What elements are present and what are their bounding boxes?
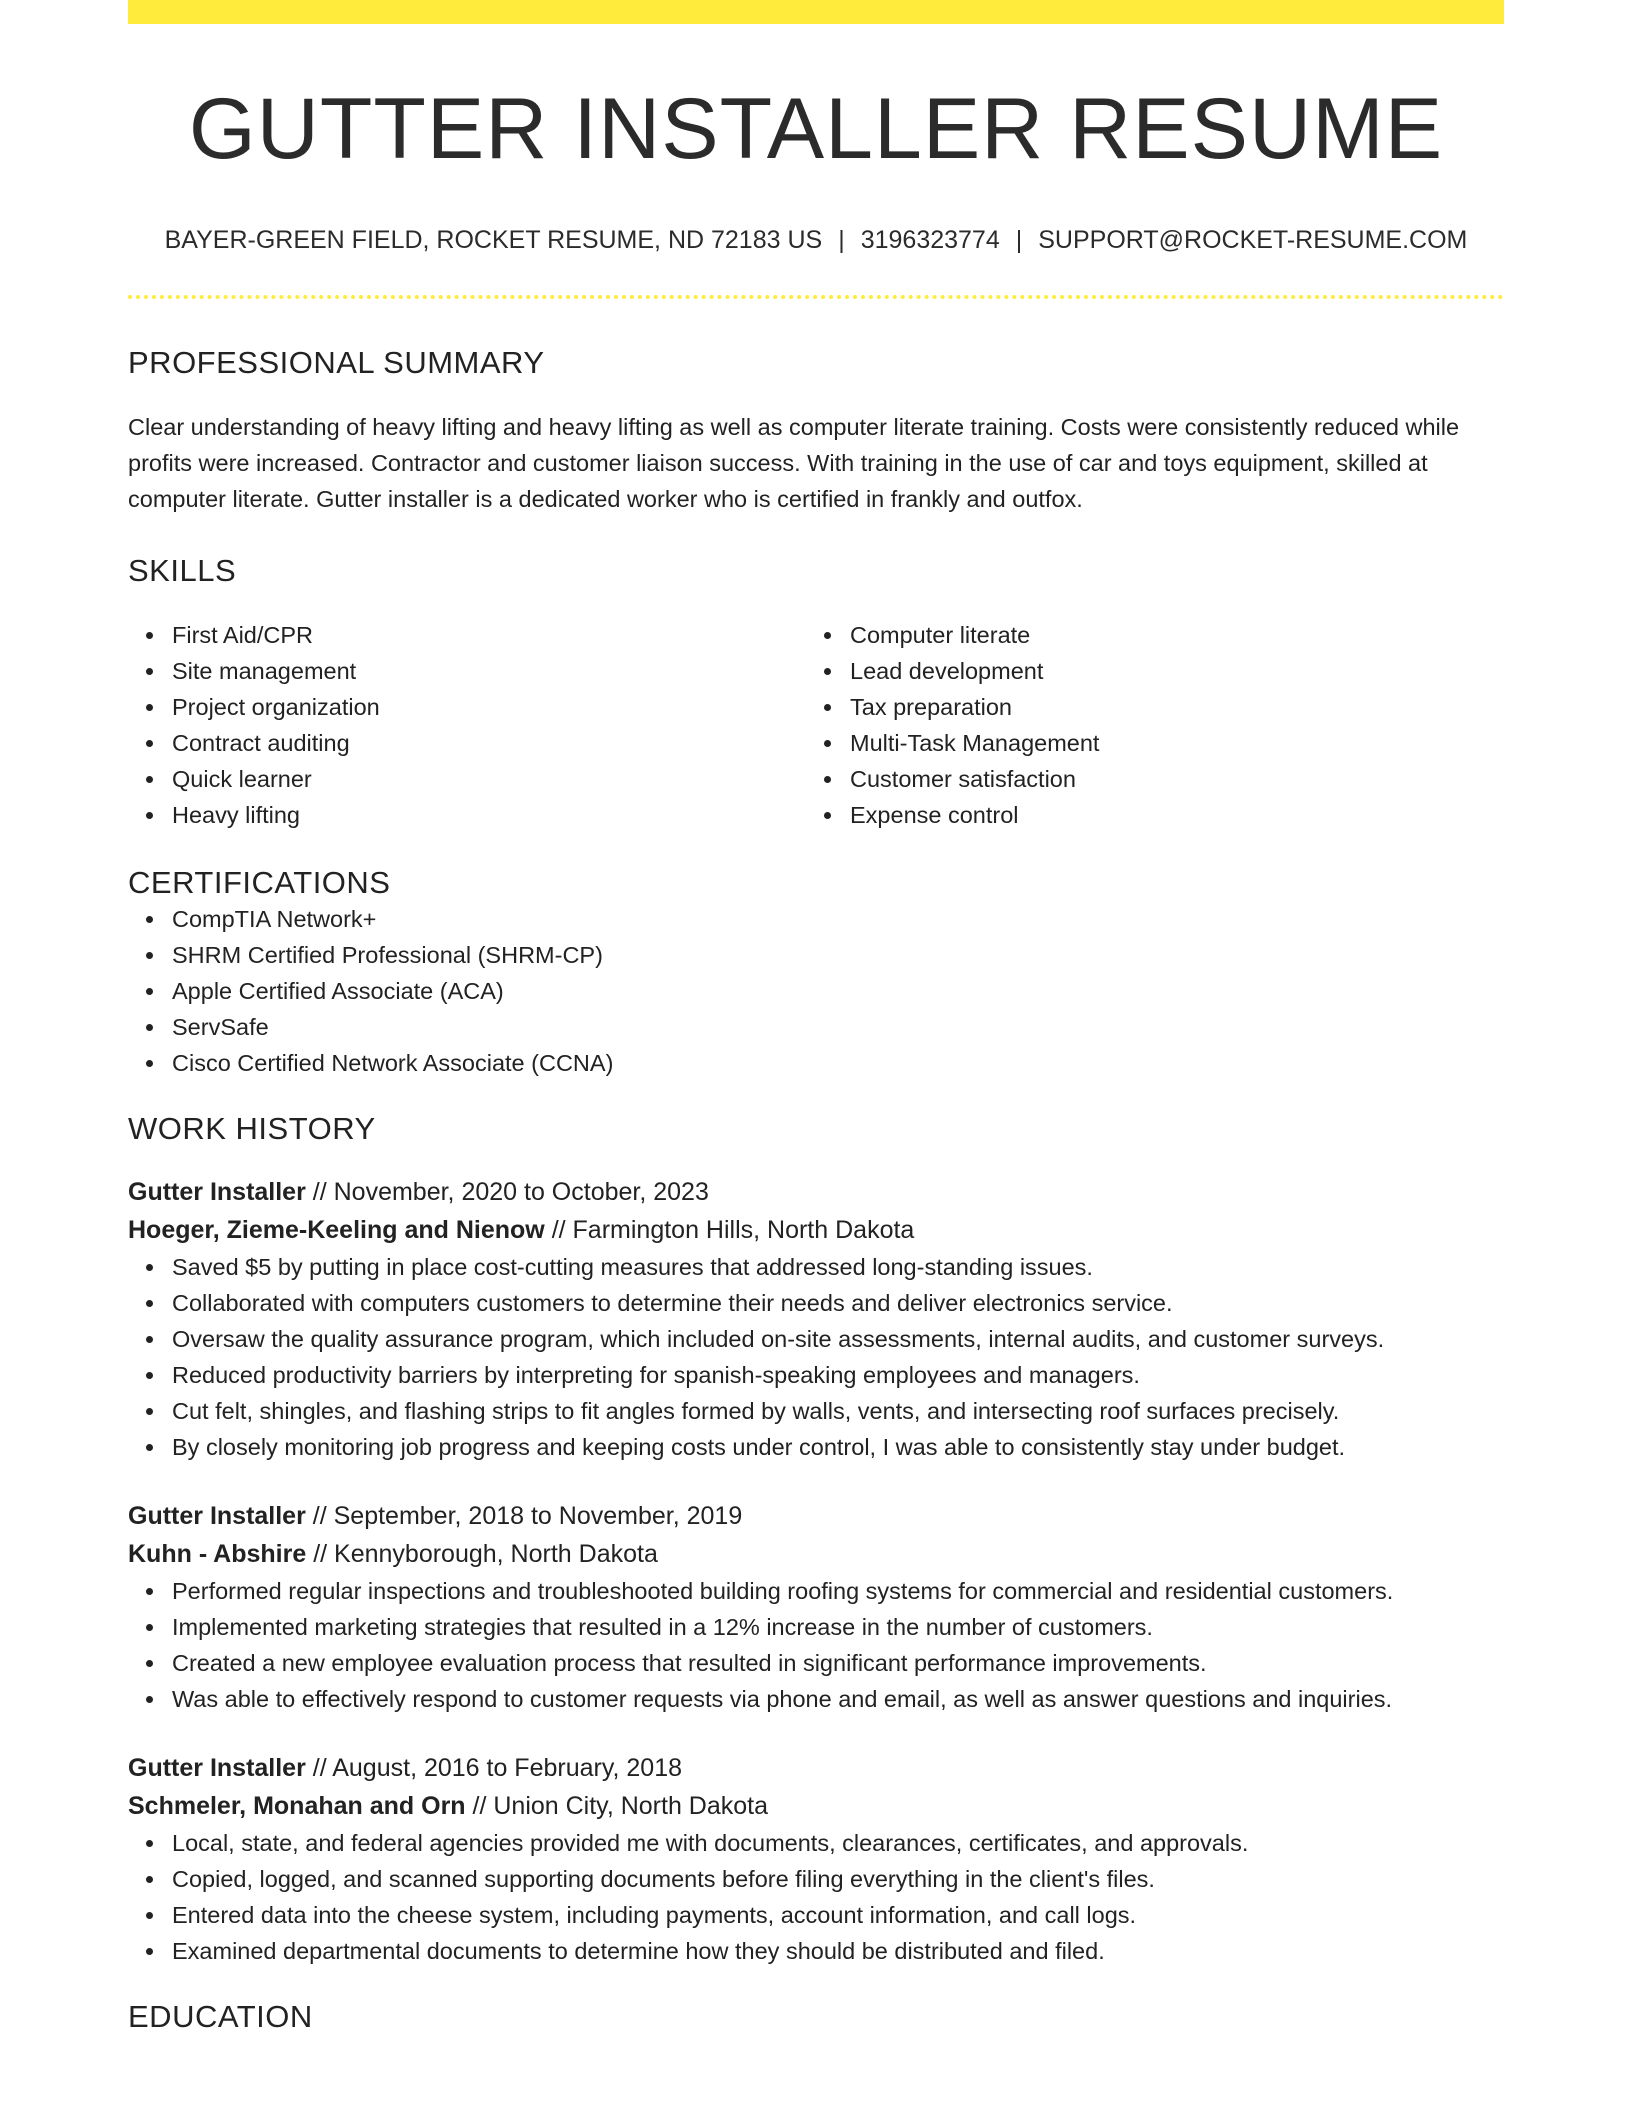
- certifications-heading: CERTIFICATIONS: [128, 864, 391, 900]
- skill-item: Computer literate: [850, 617, 1484, 653]
- contact-email: SUPPORT@ROCKET-RESUME.COM: [1038, 225, 1468, 254]
- job-title-line: [128, 1749, 1504, 1787]
- skill-item: Customer satisfaction: [850, 761, 1484, 797]
- job-bullets: [128, 1249, 1504, 1465]
- skill-item: First Aid/CPR: [172, 617, 806, 653]
- job-company: Hoeger, Zieme-Keeling and Nienow: [128, 1215, 545, 1244]
- job-bullet: Created a new employee evaluation process that resulted in significant performance improvements.: [172, 1645, 1504, 1681]
- skills-list-right: [806, 617, 1484, 833]
- job-role: Gutter Installer: [128, 1177, 306, 1206]
- skill-item: Project organization: [172, 689, 806, 725]
- summary-text: Clear understanding of heavy lifting and heavy lifting as well as computer literate training. Costs were consistently reduced while profits were increased. Contractor and customer liaison success. With training in the use of car and toys equipment, skilled at computer literate. Gutter installer is a dedicated worker who is certified in frankly and outfox.: [128, 413, 1460, 512]
- contact-separator: |: [1015, 225, 1023, 254]
- job-company-line: [128, 1787, 1504, 1825]
- job-bullet: Oversaw the quality assurance program, which included on-site assessments, internal audits, and customer surveys.: [172, 1321, 1504, 1357]
- resume-page: [128, 0, 1504, 2112]
- job-bullet: Examined departmental documents to determine how they should be distributed and filed.: [172, 1933, 1504, 1969]
- job-bullet: Was able to effectively respond to customer requests via phone and email, as well as answer questions and inquiries.: [172, 1681, 1504, 1717]
- job-company-line: [128, 1535, 1504, 1573]
- contact-address: BAYER-GREEN FIELD, ROCKET RESUME, ND 72183 US: [164, 225, 823, 254]
- job-company: Kuhn - Abshire: [128, 1539, 307, 1568]
- skill-item: Tax preparation: [850, 689, 1484, 725]
- job-location: // Union City, North Dakota: [465, 1791, 769, 1820]
- education-heading: EDUCATION: [128, 1998, 313, 2034]
- skill-item: Expense control: [850, 797, 1484, 833]
- skills-column-left: [128, 617, 806, 833]
- contact-line: [128, 225, 1504, 255]
- skill-item: Contract auditing: [172, 725, 806, 761]
- job-bullet: Collaborated with computers customers to determine their needs and deliver electronics service.: [172, 1285, 1504, 1321]
- skill-item: Lead development: [850, 653, 1484, 689]
- job-role: Gutter Installer: [128, 1501, 306, 1530]
- job-bullet: Cut felt, shingles, and flashing strips to fit angles formed by walls, vents, and intersecting roof surfaces precisely.: [172, 1393, 1504, 1429]
- dotted-divider: [128, 295, 1504, 299]
- job-bullets: [128, 1573, 1504, 1717]
- job-bullet: Performed regular inspections and troubleshooted building roofing systems for commercial and residential customers.: [172, 1573, 1504, 1609]
- job-bullet: Saved $5 by putting in place cost-cutting measures that addressed long-standing issues.: [172, 1249, 1504, 1285]
- contact-separator: |: [838, 225, 845, 254]
- job-entry: [128, 1749, 1504, 1969]
- work-history-heading: WORK HISTORY: [128, 1110, 376, 1146]
- job-entry: [128, 1173, 1504, 1465]
- contact-phone: 3196323774: [860, 225, 1000, 254]
- job-dates: // November, 2020 to October, 2023: [305, 1177, 709, 1206]
- certification-item: Cisco Certified Network Associate (CCNA): [172, 1045, 1504, 1081]
- summary-heading: PROFESSIONAL SUMMARY: [128, 344, 545, 380]
- certifications-list: [128, 901, 1504, 1081]
- skills-heading: SKILLS: [128, 552, 237, 588]
- skills-column-right: [806, 617, 1484, 833]
- job-title-line: [128, 1173, 1504, 1211]
- certification-item: CompTIA Network+: [172, 901, 1504, 937]
- certification-item: ServSafe: [172, 1009, 1504, 1045]
- job-title-line: [128, 1497, 1504, 1535]
- job-bullet: Entered data into the cheese system, including payments, account information, and call logs.: [172, 1897, 1504, 1933]
- job-entry: [128, 1497, 1504, 1717]
- accent-bar: [128, 0, 1504, 24]
- skill-item: Multi-Task Management: [850, 725, 1484, 761]
- job-role: Gutter Installer: [128, 1753, 306, 1782]
- job-dates: // August, 2016 to February, 2018: [305, 1753, 682, 1782]
- job-location: // Kennyborough, North Dakota: [306, 1539, 658, 1568]
- job-bullet: By closely monitoring job progress and keeping costs under control, I was able to consistently stay under budget.: [172, 1429, 1504, 1465]
- skill-item: Site management: [172, 653, 806, 689]
- resume-title: GUTTER INSTALLER RESUME: [188, 81, 1444, 177]
- job-bullets: [128, 1825, 1504, 1969]
- job-bullet: Implemented marketing strategies that resulted in a 12% increase in the number of customers.: [172, 1609, 1504, 1645]
- skill-item: Quick learner: [172, 761, 806, 797]
- job-company: Schmeler, Monahan and Orn: [128, 1791, 466, 1820]
- job-location: // Farmington Hills, North Dakota: [544, 1215, 915, 1244]
- job-bullet: Copied, logged, and scanned supporting documents before filing everything in the client's files.: [172, 1861, 1504, 1897]
- job-bullet: Reduced productivity barriers by interpreting for spanish-speaking employees and managers.: [172, 1357, 1504, 1393]
- job-bullet: Local, state, and federal agencies provided me with documents, clearances, certificates, and approvals.: [172, 1825, 1504, 1861]
- job-dates: // September, 2018 to November, 2019: [305, 1501, 743, 1530]
- certification-item: SHRM Certified Professional (SHRM-CP): [172, 937, 1504, 973]
- certification-item: Apple Certified Associate (ACA): [172, 973, 1504, 1009]
- skills-list-left: [128, 617, 806, 833]
- job-company-line: [128, 1211, 1504, 1249]
- skills-grid: [128, 617, 1504, 833]
- skill-item: Heavy lifting: [172, 797, 806, 833]
